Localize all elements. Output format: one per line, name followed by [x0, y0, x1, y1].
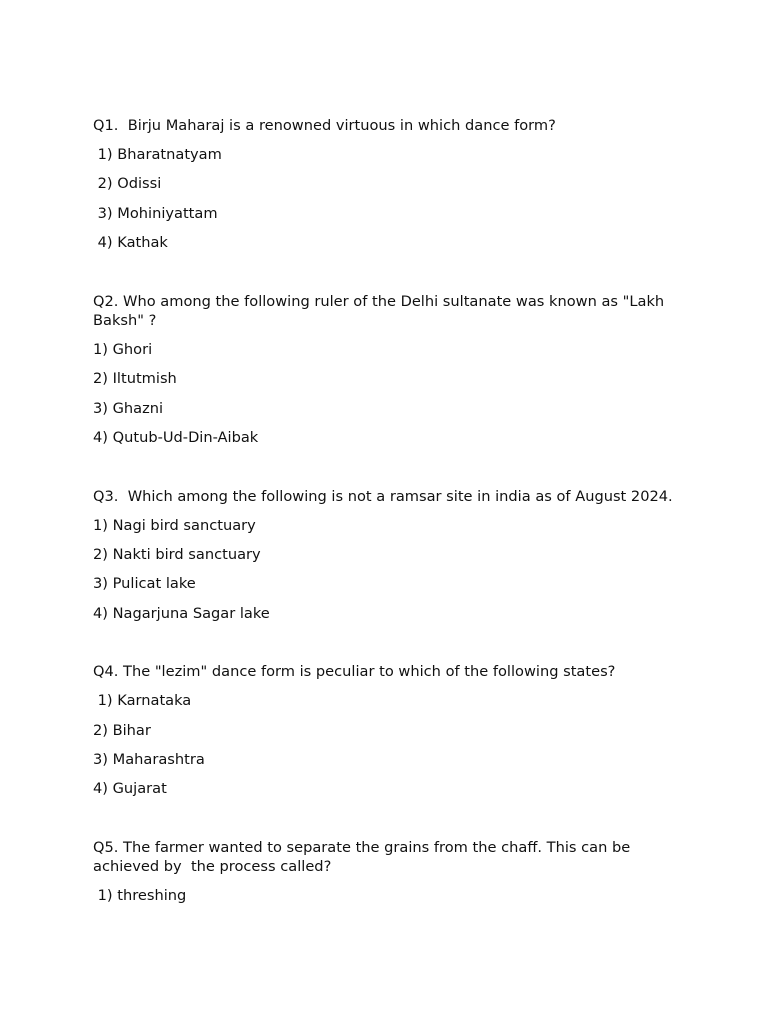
- option: 2) Nakti bird sanctuary: [93, 546, 261, 564]
- question-2: [93, 292, 683, 448]
- option: 1) threshing: [93, 887, 187, 905]
- option: 4) Nagarjuna Sagar lake: [93, 604, 270, 622]
- option: 3) Pulicat lake: [93, 575, 196, 593]
- question-spacer: [93, 458, 683, 487]
- option: 2) Odissi: [93, 175, 162, 193]
- option: 2) Bihar: [93, 721, 151, 739]
- question-text: Q5. The farmer wanted to separate the grains from the chaff. This can be achieved by the process called?: [93, 838, 635, 876]
- option: 2) Iltutmish: [93, 370, 177, 388]
- question-text: Q4. The "lezim" dance form is peculiar to which of the following states?: [93, 663, 616, 681]
- option: 4) Gujarat: [93, 780, 167, 798]
- question-text: Q2. Who among the following ruler of the Delhi sultanate was known as "Lakh Baksh" ?: [93, 292, 669, 330]
- option: 1) Bharatnatyam: [93, 146, 222, 163]
- option: 3) Maharashtra: [93, 750, 205, 768]
- question-spacer: [93, 633, 683, 662]
- option: 3) Mohiniyattam: [93, 204, 218, 222]
- option: 3) Ghazni: [93, 399, 164, 417]
- option: 1) Ghori: [93, 341, 153, 359]
- question-text: Q1. Birju Maharaj is a renowned virtuous in which dance form?: [93, 117, 556, 134]
- document-page: [93, 116, 683, 916]
- question-spacer: [93, 263, 683, 292]
- option: 4) Qutub-Ud-Din-Aibak: [93, 429, 259, 447]
- question-4: [93, 662, 683, 799]
- option: 4) Kathak: [93, 234, 168, 252]
- question-5: [93, 838, 683, 906]
- option: 1) Karnataka: [93, 692, 192, 710]
- question-1: [93, 116, 683, 253]
- question-3: [93, 487, 683, 624]
- question-text: Q3. Which among the following is not a ramsar site in india as of August 2024.: [93, 487, 673, 505]
- option: 1) Nagi bird sanctuary: [93, 516, 256, 534]
- question-spacer: [93, 809, 683, 838]
